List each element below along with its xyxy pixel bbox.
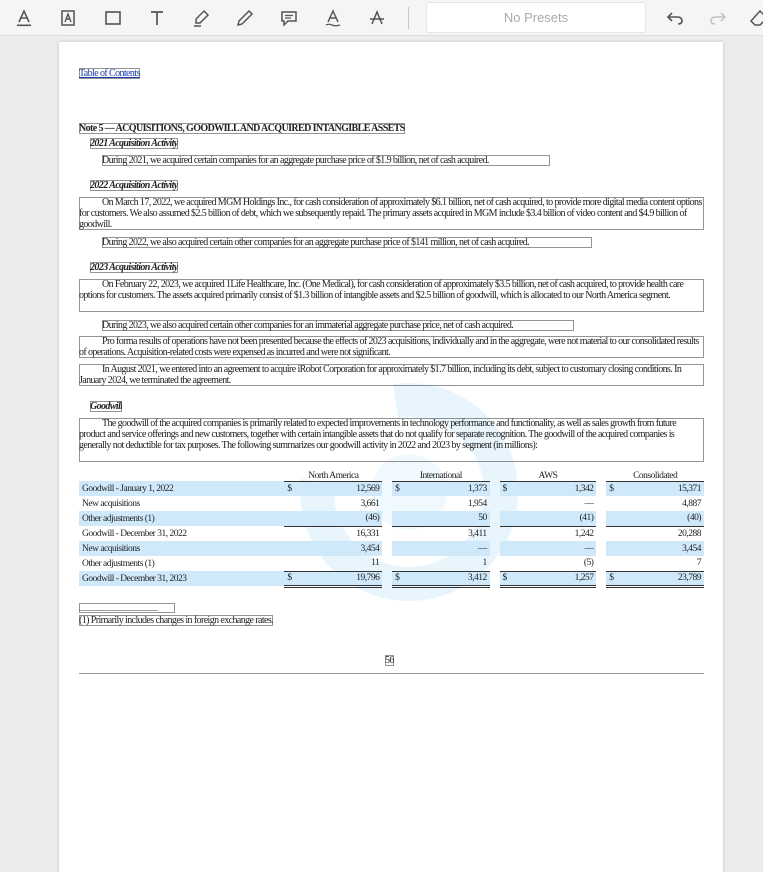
table-row xyxy=(79,511,704,526)
column-gap xyxy=(382,571,392,586)
column-gap xyxy=(596,511,606,526)
currency-symbol xyxy=(606,556,618,571)
section-title-goodwill: Goodwill xyxy=(90,401,123,412)
paragraph-goodwill: The goodwill of the acquired companies is primarily related to expected improvements in technology performance and functionality, as well as sales growth from future product and service offerings and new customers, together with certain intangible assets that do not qualify for separate recognition. The goodwill of the acquired companies is generally not deductible for tax purposes. The following summarizes our goodwill activity in 2022 and 2023 by segment (in millions): xyxy=(79,418,704,462)
rectangle-icon[interactable] xyxy=(98,3,128,33)
currency-symbol: $ xyxy=(500,481,512,496)
currency-symbol: $ xyxy=(606,481,618,496)
currency-symbol xyxy=(606,541,618,556)
row-label: Other adjustments (1) xyxy=(79,511,284,526)
table-row xyxy=(79,541,704,556)
column-gap xyxy=(490,556,500,571)
column-gap xyxy=(490,496,500,511)
table-cell-value: 7 xyxy=(696,558,701,569)
pen-icon[interactable] xyxy=(230,3,260,33)
table-cell-value: 3,412 xyxy=(404,571,490,586)
paragraph-2022-mgm: On March 17, 2022, we acquired MGM Holdings Inc., for cash consideration of approximately $6.1 billion, net of cash acquired, to provide more digital media content options for customers. We also assumed $2.5 billion of debt, which we subsequently repaid. The primary assets acquired in MGM include $3.4 billion of video content and $4.9 billion of goodwill. xyxy=(79,197,704,230)
strikeout-a-icon[interactable] xyxy=(362,3,392,33)
row-label: Goodwill - January 1, 2022 xyxy=(79,481,284,496)
footnote: (1) Primarily includes changes in foreign exchange rates. xyxy=(79,615,274,626)
currency-symbol xyxy=(284,541,296,556)
column-gap xyxy=(596,526,606,541)
row-label: Other adjustments (1) xyxy=(82,558,155,569)
currency-symbol xyxy=(284,526,296,541)
col-header-aws: AWS xyxy=(500,466,597,481)
presets-dropdown[interactable]: No Presets xyxy=(426,2,646,33)
toolbar-divider xyxy=(408,7,409,29)
table-cell-value: 1,242 xyxy=(511,526,596,541)
currency-symbol: $ xyxy=(284,481,296,496)
table-cell-value: 1,342 xyxy=(511,481,596,496)
section-title-2023: 2023 Acquisition Activity xyxy=(90,262,178,273)
table-row xyxy=(79,526,704,541)
currency-symbol xyxy=(500,496,512,511)
row-label: Goodwill - December 31, 2023 xyxy=(79,571,284,586)
table-row xyxy=(79,571,704,586)
document-page xyxy=(59,42,723,872)
table-cell-value: 12,569 xyxy=(296,481,382,496)
column-gap xyxy=(490,511,500,526)
currency-symbol xyxy=(500,541,512,556)
table-cell-value: 15,371 xyxy=(618,481,704,496)
page-number: 56 xyxy=(385,655,394,666)
column-gap xyxy=(382,511,392,526)
currency-symbol xyxy=(606,526,618,541)
table-cell-value: 23,789 xyxy=(618,571,704,586)
currency-symbol: $ xyxy=(284,571,296,586)
table-row xyxy=(79,481,704,496)
column-gap xyxy=(490,481,500,496)
table-cell-value: — xyxy=(584,498,594,509)
text-box-icon[interactable] xyxy=(53,3,83,33)
col-header-north-america: North America xyxy=(284,466,382,481)
table-cell-value: 3,411 xyxy=(404,526,490,541)
col-header-international: International xyxy=(392,466,490,481)
text-t-icon[interactable] xyxy=(142,3,172,33)
table-cell-value: (5) xyxy=(583,558,594,569)
paragraph-2023-irobot: In August 2021, we entered into an agreement to acquire iRobot Corporation for approximately $1.7 billion, including its debt, subject to customary closing conditions. In January 2024, we terminated the agreement. xyxy=(79,364,704,386)
column-gap xyxy=(382,541,392,556)
column-gap xyxy=(596,556,606,571)
table-cell-value: 3,454 xyxy=(618,541,704,556)
column-gap xyxy=(596,541,606,556)
underline-a-icon[interactable] xyxy=(318,3,348,33)
currency-symbol xyxy=(392,541,404,556)
column-gap xyxy=(490,571,500,586)
column-gap xyxy=(596,481,606,496)
paragraph-2022-other: During 2022, we also acquired certain other companies for an aggregate purchase price of $141 million, net of cash acquired. xyxy=(102,237,592,248)
currency-symbol xyxy=(392,526,404,541)
table-cell-value: 20,288 xyxy=(618,526,704,541)
column-gap xyxy=(490,526,500,541)
currency-symbol xyxy=(500,526,512,541)
table-cell-value: 50 xyxy=(404,511,490,526)
toc-link[interactable]: Table of Contents xyxy=(79,68,140,79)
table-cell-value: (41) xyxy=(511,511,596,526)
paragraph-2023-one-medical: On February 22, 2023, we acquired 1Life Healthcare, Inc. (One Medical), for cash consideration of approximately $3.5 billion, net of cash acquired, to provide health care options for customers. The assets acquired primarily consist of $1.3 billion of intangible assets and $2.5 billion of goodwill, which is allocated to our North America segment. xyxy=(79,279,704,312)
currency-symbol: $ xyxy=(392,571,404,586)
column-gap xyxy=(382,556,392,571)
currency-symbol xyxy=(606,511,618,526)
annotation-toolbar xyxy=(0,0,763,36)
row-label: New acquisitions xyxy=(82,498,140,509)
table-row xyxy=(79,496,704,511)
currency-symbol xyxy=(606,496,618,511)
table-cell-value: 1,954 xyxy=(467,498,487,509)
footnote-rule-text: _______________________ xyxy=(79,603,158,612)
table-cell-value: (46) xyxy=(296,511,382,526)
row-label: New acquisitions xyxy=(79,541,284,556)
currency-symbol xyxy=(284,496,296,511)
section-title-2022: 2022 Acquisition Activity xyxy=(90,180,178,191)
column-gap xyxy=(596,571,606,586)
paragraph-2021: During 2021, we acquired certain companies for an aggregate purchase price of $1.9 billion, net of cash acquired. xyxy=(102,155,550,166)
table-cell-value: 11 xyxy=(371,558,380,569)
table-cell-value: 16,331 xyxy=(296,526,382,541)
table-cell-value: — xyxy=(511,541,596,556)
goodwill-table xyxy=(79,466,704,588)
footnote-rule xyxy=(79,603,175,613)
row-label: Goodwill - December 31, 2022 xyxy=(82,528,187,539)
table-cell-value: 1 xyxy=(482,558,487,569)
currency-symbol xyxy=(392,511,404,526)
eraser-icon[interactable] xyxy=(744,3,763,33)
currency-symbol xyxy=(284,556,296,571)
redo-icon[interactable] xyxy=(703,3,733,33)
table-cell-value: 1,373 xyxy=(404,481,490,496)
table-cell-value: 19,796 xyxy=(296,571,382,586)
column-gap xyxy=(596,496,606,511)
currency-symbol: $ xyxy=(606,571,618,586)
currency-symbol xyxy=(284,511,296,526)
highlighter-icon[interactable] xyxy=(186,3,216,33)
currency-symbol xyxy=(500,556,512,571)
currency-symbol xyxy=(500,511,512,526)
column-gap xyxy=(382,481,392,496)
currency-symbol: $ xyxy=(392,481,404,496)
paragraph-2023-pro-forma: Pro forma results of operations have not been presented because the effects of 2023 acquisitions, individually and in the aggregate, were not material to our consolidated results of operations. Acquisition-related costs were expensed as incurred and were not significant. xyxy=(79,336,704,358)
table-row xyxy=(79,556,704,571)
table-cell-value: 3,454 xyxy=(296,541,382,556)
currency-symbol: $ xyxy=(500,571,512,586)
table-cell-value: 4,887 xyxy=(682,498,701,509)
note-heading: Note 5 — ACQUISITIONS, GOODWILL AND ACQUIRED INTANGIBLE ASSETS xyxy=(79,123,405,134)
table-cell-value: (40) xyxy=(618,511,704,526)
comment-icon[interactable] xyxy=(274,3,304,33)
section-title-2021: 2021 Acquisition Activity xyxy=(90,138,178,149)
currency-symbol xyxy=(392,496,404,511)
table-cell-value: 1,257 xyxy=(511,571,596,586)
text-underline-icon[interactable] xyxy=(9,3,39,33)
currency-symbol xyxy=(392,556,404,571)
column-gap xyxy=(490,541,500,556)
page-divider xyxy=(79,673,704,674)
undo-icon[interactable] xyxy=(660,3,690,33)
table-cell-value: 3,661 xyxy=(360,498,380,509)
col-header-consolidated: Consolidated xyxy=(606,466,704,481)
column-gap xyxy=(382,526,392,541)
column-gap xyxy=(382,496,392,511)
paragraph-2023-other: During 2023, we also acquired certain other companies for an immaterial aggregate purchase price, net of cash acquired. xyxy=(102,320,574,331)
table-cell-value: — xyxy=(404,541,490,556)
